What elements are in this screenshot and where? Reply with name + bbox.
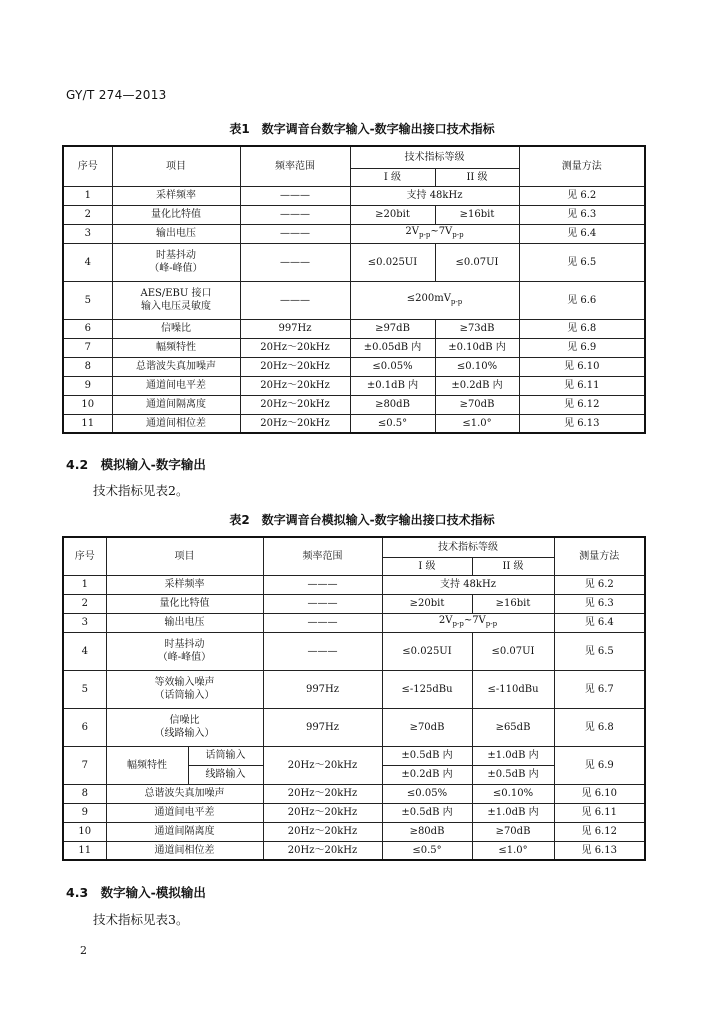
t2-cell: 采样频率	[106, 575, 263, 594]
t1-cell: ≥73dB	[435, 319, 519, 338]
voltage-text: ≤200mV	[406, 292, 451, 304]
t1-cell: ≥70dB	[435, 395, 519, 414]
t1-cell	[350, 281, 519, 319]
table-row	[63, 594, 645, 613]
t2-cell: ≥70dB	[472, 822, 554, 841]
t1-cell: 见 6.5	[519, 243, 645, 281]
t2-cell: 见 6.9	[554, 746, 645, 784]
t1-cell: ≤0.05%	[350, 357, 435, 376]
page-number: 2	[80, 944, 87, 957]
t2-cell: 量化比特值	[106, 594, 263, 613]
t2-cell: 通道间相位差	[106, 841, 263, 860]
t1-cell: 997Hz	[240, 319, 350, 338]
table-row	[63, 281, 645, 319]
t1-header-no: 序号	[63, 146, 112, 186]
t2-cell: 见 6.2	[554, 575, 645, 594]
item-line: AES/EBU 接口	[140, 288, 212, 299]
table-row	[63, 243, 645, 281]
t2-cell: ≥65dB	[472, 708, 554, 746]
item-line: 时基抖动	[156, 250, 196, 261]
voltage-text: 2V	[405, 226, 419, 237]
table-row	[63, 613, 645, 632]
t1-cell: ±0.10dB 内	[435, 338, 519, 357]
t1-cell: 见 6.3	[519, 205, 645, 224]
table-row	[63, 575, 645, 594]
t1-cell: 5	[63, 281, 112, 319]
table-row	[63, 708, 645, 746]
t1-cell: ≥20bit	[350, 205, 435, 224]
table-row	[63, 376, 645, 395]
t2-cell: ≤0.10%	[472, 784, 554, 803]
t2-cell: ≤-125dBu	[382, 670, 472, 708]
t2-cell: 见 6.8	[554, 708, 645, 746]
t2-cell: 20Hz～20kHz	[263, 841, 382, 860]
item-line: 输入电压灵敏度	[141, 301, 211, 312]
t2-cell: ≤0.025UI	[382, 632, 472, 670]
item-line: 等效输入噪声	[154, 677, 215, 688]
t2-cell: 见 6.4	[554, 613, 645, 632]
t2-cell: 通道间电平差	[106, 803, 263, 822]
section-4-3-text: 技术指标见表3。	[93, 912, 189, 927]
t1-cell: 见 6.12	[519, 395, 645, 414]
t2-cell: 支持 48kHz	[382, 575, 554, 594]
t2-cell: ≤-110dBu	[472, 670, 554, 708]
t1-cell: 见 6.4	[519, 224, 645, 243]
t2-cell: 幅频特性	[106, 746, 188, 784]
t1-cell: ———	[240, 281, 350, 319]
table-row	[63, 186, 645, 205]
t2-header-freq: 频率范围	[263, 537, 382, 575]
t1-cell: ———	[240, 243, 350, 281]
t1-cell: ±0.1dB 内	[350, 376, 435, 395]
t2-cell: 997Hz	[263, 670, 382, 708]
t1-cell: ≤0.07UI	[435, 243, 519, 281]
t2-cell: 5	[63, 670, 106, 708]
t2-cell: 6	[63, 708, 106, 746]
t2-cell	[106, 708, 263, 746]
t2-cell: 见 6.12	[554, 822, 645, 841]
t2-cell: ———	[263, 613, 382, 632]
voltage-text: 2V	[438, 615, 453, 626]
t1-cell: 信噪比	[112, 319, 240, 338]
t1-cell: 通道间相位差	[112, 414, 240, 433]
t2-cell: 见 6.7	[554, 670, 645, 708]
t2-header-level2: II 级	[472, 557, 554, 575]
table-row	[63, 784, 645, 803]
t2-cell: 8	[63, 784, 106, 803]
t1-cell: ≤0.025UI	[350, 243, 435, 281]
t1-cell: 量化比特值	[112, 205, 240, 224]
t2-cell: ———	[263, 632, 382, 670]
t2-cell: 10	[63, 822, 106, 841]
t1-cell: 见 6.10	[519, 357, 645, 376]
voltage-subscript: p-p	[485, 620, 498, 628]
item-line: （峰-峰值）	[149, 263, 203, 274]
t1-cell: ≤0.10%	[435, 357, 519, 376]
t1-cell: ———	[240, 186, 350, 205]
t1-cell: 20Hz～20kHz	[240, 414, 350, 433]
t2-header-method: 测量方法	[554, 537, 645, 575]
table2-caption: 表2 数字调音台模拟输入-数字输出接口技术指标	[229, 513, 495, 527]
t1-header-level2: II 级	[435, 168, 519, 186]
t2-cell: ±1.0dB 内	[472, 746, 554, 765]
t1-cell: 10	[63, 395, 112, 414]
t1-cell: 2	[63, 205, 112, 224]
t1-cell: 7	[63, 338, 112, 357]
voltage-text: ~7V	[463, 615, 486, 626]
item-line: （话筒输入）	[154, 690, 215, 701]
t2-header-item: 项目	[106, 537, 263, 575]
t2-header-level1: I 级	[382, 557, 472, 575]
t2-cell: 20Hz～20kHz	[263, 784, 382, 803]
t1-cell: 见 6.6	[519, 281, 645, 319]
table-row	[63, 395, 645, 414]
t2-cell: 话筒输入	[188, 746, 263, 765]
t2-cell: 线路输入	[188, 765, 263, 784]
t1-cell: 幅频特性	[112, 338, 240, 357]
t2-cell: ±0.5dB 内	[472, 765, 554, 784]
voltage-subscript: p-p	[452, 620, 464, 628]
t2-cell: 4	[63, 632, 106, 670]
item-line: 时基抖动	[164, 639, 205, 650]
t2-cell: ≥70dB	[382, 708, 472, 746]
t2-cell: 3	[63, 613, 106, 632]
table-row	[63, 822, 645, 841]
t1-cell: ———	[240, 224, 350, 243]
t1-cell: 采样频率	[112, 186, 240, 205]
section-4-3-heading: 4.3 数字输入-模拟输出	[66, 885, 206, 900]
t2-cell: ±1.0dB 内	[472, 803, 554, 822]
t2-cell: 通道间隔离度	[106, 822, 263, 841]
t1-cell: 20Hz～20kHz	[240, 357, 350, 376]
t2-cell: 输出电压	[106, 613, 263, 632]
t1-cell: ≥80dB	[350, 395, 435, 414]
t2-cell: 11	[63, 841, 106, 860]
voltage-text: ~7V	[430, 226, 453, 237]
table-row	[63, 357, 645, 376]
item-line: （峰-峰值）	[157, 652, 212, 663]
t2-header-spec: 技术指标等级	[382, 537, 554, 557]
table1-caption: 表1 数字调音台数字输入-数字输出接口技术指标	[229, 122, 495, 136]
t1-cell	[350, 224, 519, 243]
t1-cell: 20Hz～20kHz	[240, 338, 350, 357]
t2-cell: 7	[63, 746, 106, 784]
item-line: 信噪比	[169, 715, 200, 726]
table2	[62, 536, 646, 861]
table-row	[63, 632, 645, 670]
table1	[62, 145, 646, 434]
t1-cell: 通道间隔离度	[112, 395, 240, 414]
t2-header-no: 序号	[63, 537, 106, 575]
table-row	[63, 319, 645, 338]
table-row	[63, 670, 645, 708]
table-row	[63, 841, 645, 860]
t2-cell: 总谐波失真加噪声	[106, 784, 263, 803]
t2-cell: 见 6.13	[554, 841, 645, 860]
t2-cell: ≤1.0°	[472, 841, 554, 860]
t1-header-level1: I 级	[350, 168, 435, 186]
t1-cell: 见 6.9	[519, 338, 645, 357]
t2-cell: 1	[63, 575, 106, 594]
t1-cell: ≥16bit	[435, 205, 519, 224]
t2-cell: ≤0.05%	[382, 784, 472, 803]
t2-cell: ±0.5dB 内	[382, 746, 472, 765]
t1-header-method: 测量方法	[519, 146, 645, 186]
voltage-subscript: p-p	[418, 231, 431, 239]
t2-cell: 见 6.5	[554, 632, 645, 670]
t2-cell: 9	[63, 803, 106, 822]
t1-header-spec: 技术指标等级	[350, 146, 519, 168]
t1-cell	[112, 243, 240, 281]
t1-cell: 20Hz～20kHz	[240, 376, 350, 395]
t2-cell: ±0.2dB 内	[382, 765, 472, 784]
table-row	[63, 803, 645, 822]
t1-cell: 见 6.2	[519, 186, 645, 205]
document-code: GY/T 274—2013	[66, 88, 167, 102]
t2-cell: 20Hz～20kHz	[263, 822, 382, 841]
t2-cell: ≥16bit	[472, 594, 554, 613]
t1-cell: 9	[63, 376, 112, 395]
table-row	[63, 746, 645, 765]
t1-cell: 支持 48kHz	[350, 186, 519, 205]
table-row	[63, 338, 645, 357]
t2-cell	[382, 613, 554, 632]
t1-cell: 8	[63, 357, 112, 376]
voltage-subscript: p-p	[450, 297, 463, 306]
t1-cell: ≤1.0°	[435, 414, 519, 433]
t2-cell	[106, 670, 263, 708]
t2-cell: ≤0.5°	[382, 841, 472, 860]
t1-cell: 1	[63, 186, 112, 205]
item-line: （线路输入）	[154, 728, 215, 739]
t2-cell: ≥20bit	[382, 594, 472, 613]
t1-cell: 3	[63, 224, 112, 243]
t2-cell: 997Hz	[263, 708, 382, 746]
t2-cell: 见 6.3	[554, 594, 645, 613]
t1-header-item: 项目	[112, 146, 240, 186]
t2-cell: ———	[263, 594, 382, 613]
t1-cell: 通道间电平差	[112, 376, 240, 395]
t1-cell	[112, 281, 240, 319]
t1-cell: 见 6.11	[519, 376, 645, 395]
table-row	[63, 414, 645, 433]
t1-cell: 20Hz～20kHz	[240, 395, 350, 414]
t1-cell: 总谐波失真加噪声	[112, 357, 240, 376]
t1-cell: 输出电压	[112, 224, 240, 243]
t1-cell: ———	[240, 205, 350, 224]
t2-cell	[106, 632, 263, 670]
section-4-2-heading: 4.2 模拟输入-数字输出	[66, 457, 206, 472]
table-row	[63, 224, 645, 243]
t2-cell: ≤0.07UI	[472, 632, 554, 670]
t2-cell: ≥80dB	[382, 822, 472, 841]
t2-cell: 2	[63, 594, 106, 613]
t2-cell: 见 6.11	[554, 803, 645, 822]
table-row	[63, 205, 645, 224]
t2-cell: 20Hz～20kHz	[263, 746, 382, 784]
t1-cell: ±0.2dB 内	[435, 376, 519, 395]
t2-cell: 见 6.10	[554, 784, 645, 803]
t1-cell: 见 6.13	[519, 414, 645, 433]
voltage-subscript: p-p	[452, 231, 464, 239]
t2-cell: 20Hz～20kHz	[263, 803, 382, 822]
t1-cell: ±0.05dB 内	[350, 338, 435, 357]
t1-cell: 见 6.8	[519, 319, 645, 338]
t1-cell: 6	[63, 319, 112, 338]
t1-cell: 4	[63, 243, 112, 281]
t1-cell: ≥97dB	[350, 319, 435, 338]
t2-cell: ±0.5dB 内	[382, 803, 472, 822]
t1-cell: 11	[63, 414, 112, 433]
t1-cell: ≤0.5°	[350, 414, 435, 433]
t1-header-freq: 频率范围	[240, 146, 350, 186]
section-4-2-text: 技术指标见表2。	[93, 483, 189, 498]
t2-cell: ———	[263, 575, 382, 594]
